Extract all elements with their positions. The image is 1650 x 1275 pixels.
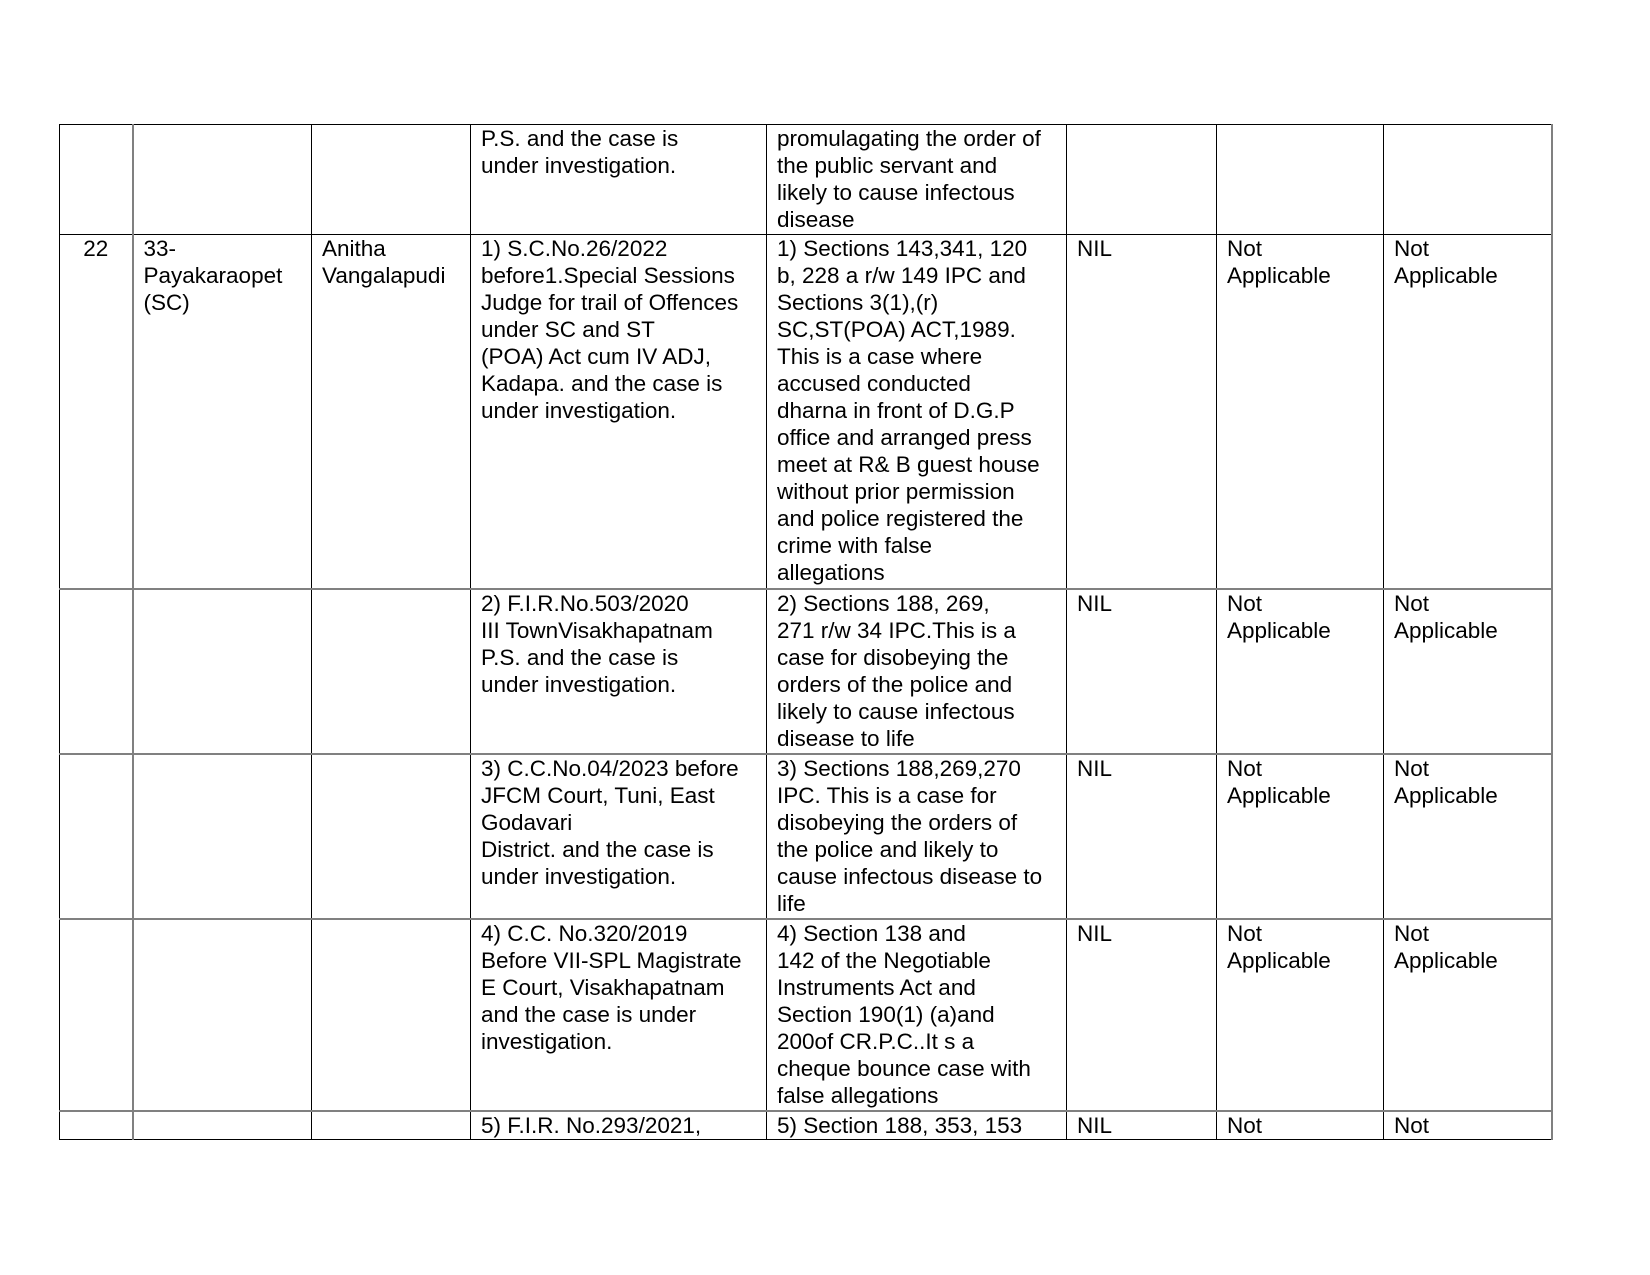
appeal-status-cell: Not Applicable	[1217, 235, 1384, 590]
candidate-name-cell	[312, 125, 471, 235]
table-row	[60, 754, 1552, 919]
case-details-cell: 5) F.I.R. No.293/2021,	[471, 1111, 767, 1140]
conviction-cell: NIL	[1067, 1111, 1217, 1140]
case-details-cell: 2) F.I.R.No.503/2020 III TownVisakhapatnam P.S. and the case is under investigation.	[471, 589, 767, 754]
other-status-cell: Not Applicable	[1384, 754, 1552, 919]
conviction-cell	[1067, 125, 1217, 235]
serial-number-cell	[60, 1111, 133, 1140]
sections-description-cell: 5) Section 188, 353, 153	[767, 1111, 1067, 1140]
table-row	[60, 1111, 1552, 1140]
other-status-cell	[1384, 125, 1552, 235]
appeal-status-cell: Not Applicable	[1217, 919, 1384, 1111]
constituency-cell	[133, 754, 312, 919]
conviction-cell: NIL	[1067, 919, 1217, 1111]
candidate-name-cell	[312, 754, 471, 919]
serial-number-cell	[60, 125, 133, 235]
case-details-cell: 4) C.C. No.320/2019 Before VII-SPL Magistrate E Court, Visakhapatnam and the case is under investigation.	[471, 919, 767, 1111]
appeal-status-cell: Not Applicable	[1217, 589, 1384, 754]
serial-number-cell	[60, 589, 133, 754]
other-status-cell: Not Applicable	[1384, 919, 1552, 1111]
sections-description-cell: 2) Sections 188, 269, 271 r/w 34 IPC.This is a case for disobeying the orders of the police and likely to cause infectous disease to life	[767, 589, 1067, 754]
candidate-name-cell	[312, 589, 471, 754]
conviction-cell: NIL	[1067, 235, 1217, 590]
candidate-name-cell	[312, 919, 471, 1111]
serial-number-cell	[60, 919, 133, 1111]
other-status-cell: Not Applicable	[1384, 589, 1552, 754]
table-row	[60, 919, 1552, 1111]
sections-description-cell: 1) Sections 143,341, 120 b, 228 a r/w 149 IPC and Sections 3(1),(r) SC,ST(POA) ACT,1989. This is a case where accused conducted dharna in front of D.G.P office and arranged press meet at R& B guest house without prior permission and police registered the crime with false allegations	[767, 235, 1067, 590]
appeal-status-cell: Not	[1217, 1111, 1384, 1140]
conviction-cell: NIL	[1067, 754, 1217, 919]
appeal-status-cell: Not Applicable	[1217, 754, 1384, 919]
constituency-cell	[133, 919, 312, 1111]
candidate-name-cell: Anitha Vangalapudi	[312, 235, 471, 590]
constituency-cell	[133, 589, 312, 754]
appeal-status-cell	[1217, 125, 1384, 235]
conviction-cell: NIL	[1067, 589, 1217, 754]
constituency-cell	[133, 1111, 312, 1140]
constituency-cell: 33- Payakaraopet (SC)	[133, 235, 312, 590]
sections-description-cell: 3) Sections 188,269,270 IPC. This is a case for disobeying the orders of the police and likely to cause infectous disease to life	[767, 754, 1067, 919]
other-status-cell: Not	[1384, 1111, 1552, 1140]
case-details-cell: P.S. and the case is under investigation.	[471, 125, 767, 235]
candidate-name-cell	[312, 1111, 471, 1140]
table-row	[60, 589, 1552, 754]
constituency-cell	[133, 125, 312, 235]
serial-number-cell: 22	[60, 235, 133, 590]
case-details-cell: 3) C.C.No.04/2023 before JFCM Court, Tuni, East Godavari District. and the case is under investigation.	[471, 754, 767, 919]
table-row	[60, 235, 1552, 590]
sections-description-cell: promulagating the order of the public servant and likely to cause infectous disease	[767, 125, 1067, 235]
serial-number-cell	[60, 754, 133, 919]
case-details-cell: 1) S.C.No.26/2022 before1.Special Sessions Judge for trail of Offences under SC and ST (POA) Act cum IV ADJ, Kadapa. and the case is under investigation.	[471, 235, 767, 590]
other-status-cell: Not Applicable	[1384, 235, 1552, 590]
criminal-cases-table	[59, 124, 1553, 1140]
table-row	[60, 125, 1552, 235]
sections-description-cell: 4) Section 138 and 142 of the Negotiable Instruments Act and Section 190(1) (a)and 200of CR.P.C..It s a cheque bounce case with false allegations	[767, 919, 1067, 1111]
